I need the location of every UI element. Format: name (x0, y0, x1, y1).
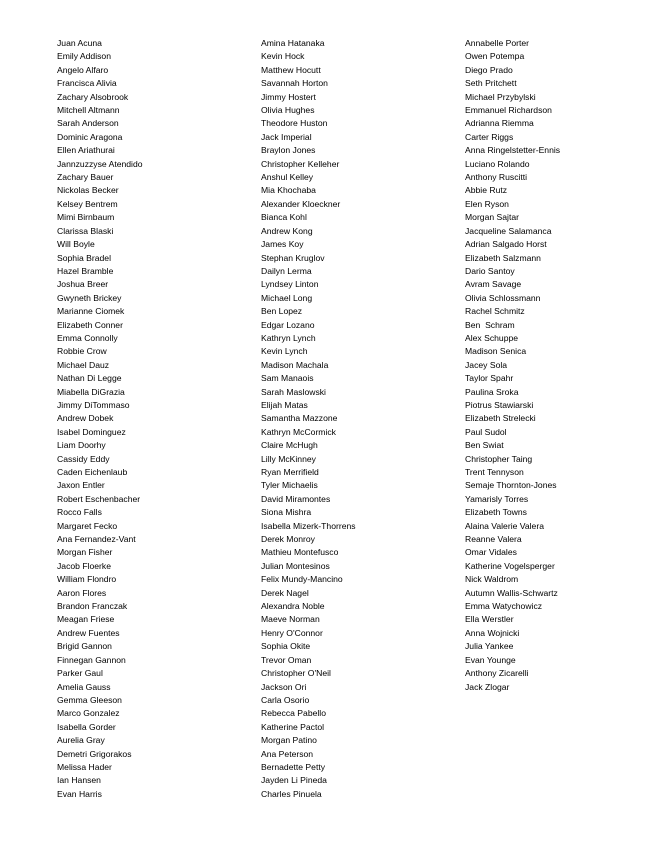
name-entry: Maeve Norman (261, 614, 320, 625)
name-entry: Miabella DiGrazia (57, 386, 125, 397)
name-entry: Nickolas Becker (57, 185, 119, 196)
name-entry: Matthew Hocutt (261, 64, 321, 75)
name-entry: Marianne Ciomek (57, 306, 125, 317)
name-entry: Carla Osorio (261, 694, 310, 705)
name-entry: Finnegan Gannon (57, 654, 126, 665)
name-entry: Avram Savage (465, 279, 522, 290)
name-entry: Morgan Sajtar (465, 212, 519, 223)
name-entry: Liam Doorhy (57, 440, 106, 451)
name-entry: Lilly McKinney (261, 453, 316, 464)
name-entry: Sophia Okite (261, 641, 311, 652)
name-entry: Alexander Kloeckner (261, 198, 341, 209)
name-entry: Alex Schuppe (465, 332, 519, 343)
name-entry: Nathan Di Legge (57, 373, 122, 384)
name-entry: Margaret Fecko (57, 520, 118, 531)
name-entry: Evan Harris (57, 788, 102, 799)
name-entry: Savannah Horton (261, 78, 328, 89)
name-entry: Marco Gonzalez (57, 708, 120, 719)
name-entry: Caden Eichenlaub (57, 467, 128, 477)
name-entry: Brigid Gannon (57, 641, 112, 652)
name-entry: Elizabeth Strelecki (465, 413, 536, 424)
name-entry: Charles Pinuela (261, 788, 322, 799)
name-entry: Tyler Michaelis (261, 480, 318, 491)
name-entry: Christopher Kelleher (261, 158, 340, 169)
name-entry: Anna Ringelstetter-Ennis (465, 145, 561, 156)
name-entry: Dario Santoy (465, 265, 515, 276)
name-entry: Gemma Gleeson (57, 694, 122, 705)
name-entry: Olivia Hughes (261, 105, 315, 116)
name-entry: Alaina Valerie Valera (465, 520, 544, 531)
name-entry: Samantha Mazzone (261, 413, 338, 424)
name-entry: Mitchell Altmann (57, 105, 120, 116)
name-entry: Owen Potempa (465, 51, 525, 62)
name-entry: Sarah Anderson (57, 118, 119, 129)
name-entry: Braylon Jones (261, 145, 316, 156)
name-entry: Jimmy Hostert (261, 91, 316, 102)
name-entry: Michael Przybylski (465, 91, 536, 102)
name-entry: Adrianna Riemma (465, 118, 534, 129)
name-entry: Amina Hatanaka (261, 38, 325, 48)
name-entry: Katherine Pactol (261, 721, 325, 732)
name-entry: Jack Zlogar (465, 681, 510, 692)
name-entry: Alexandra Noble (261, 601, 325, 612)
name-entry: Stephan Kruglov (261, 252, 325, 263)
name-entry: Jimmy DiTommaso (57, 399, 130, 410)
name-entry: Parker Gaul (57, 668, 103, 679)
name-entry: Henry O'Connor (261, 627, 323, 638)
name-entry: Cassidy Eddy (57, 453, 110, 464)
name-entry: Ana Peterson (261, 748, 314, 759)
name-entry: Mathieu Montefusco (261, 547, 339, 558)
name-entry: Melissa Hader (57, 761, 112, 772)
name-entry: Francisca Alivia (57, 78, 117, 89)
name-entry: Emmanuel Richardson (465, 105, 552, 116)
name-entry: Meagan Friese (57, 614, 115, 625)
name-entry: Robert Eschenbacher (57, 493, 141, 504)
name-column-2 (261, 37, 451, 801)
name-entry: Edgar Lozano (261, 319, 315, 330)
name-entry: Rachel Schmitz (465, 306, 525, 317)
name-entry: Juan Acuna (57, 38, 102, 48)
name-entry: Autumn Wallis-Schwartz (465, 587, 558, 598)
name-entry: James Koy (261, 239, 304, 250)
name-entry: William Flondro (57, 574, 117, 585)
name-entry: Elijah Matas (261, 399, 308, 410)
name-entry: Andrew Dobek (57, 413, 114, 424)
name-entry: Elizabeth Conner (57, 319, 123, 330)
name-entry: Kevin Lynch (261, 346, 308, 357)
name-entry: Taylor Spahr (465, 373, 514, 384)
name-entry: Bernadette Petty (261, 761, 326, 772)
name-entry: Ben Swiat (465, 440, 504, 451)
name-entry: Mia Khochaba (261, 185, 316, 196)
name-entry: Bianca Kohl (261, 212, 307, 223)
name-entry: Annabelle Porter (465, 38, 530, 48)
name-entry: Clarissa Blaski (57, 225, 114, 236)
name-entry: Luciano Rolando (465, 158, 530, 169)
name-entry: Kathryn Lynch (261, 332, 316, 343)
name-entry: Semaje Thornton-Jones (465, 480, 557, 491)
name-entry: Ryan Merrifield (261, 467, 319, 477)
name-entry: Siona Mishra (261, 507, 312, 518)
name-entry: Rocco Falls (57, 507, 102, 518)
name-entry: Isabella Mizerk-Thorrens (261, 520, 356, 531)
name-entry: Theodore Huston (261, 118, 328, 129)
name-entry: Paulina Sroka (465, 386, 519, 397)
name-entry: Demetri Grigorakos (57, 748, 132, 759)
name-entry: Yamarisly Torres (465, 493, 529, 504)
name-entry: Lyndsey Linton (261, 279, 319, 290)
name-entry: Abbie Rutz (465, 185, 508, 196)
name-entry: Zachary Alsobrook (57, 91, 129, 102)
name-entry: Trent Tennyson (465, 467, 524, 477)
name-entry: Joshua Breer (57, 279, 109, 290)
name-entry: Jacey Sola (465, 359, 508, 370)
name-entry: Ellen Ariathurai (57, 145, 115, 156)
name-entry: Emily Addison (57, 51, 111, 62)
name-entry: Robbie Crow (57, 346, 107, 357)
name-entry: Adrian Salgado Horst (465, 239, 547, 250)
name-entry: Jackson Ori (261, 681, 307, 692)
name-entry: Emma Connolly (57, 332, 118, 343)
name-entry: Ella Werstler (465, 614, 514, 625)
name-entry: Ana Fernandez-Vant (57, 534, 136, 545)
name-entry: Michael Long (261, 292, 313, 303)
name-column-1 (57, 37, 247, 801)
name-entry: Sam Manaois (261, 373, 314, 384)
name-entry: Reanne Valera (465, 534, 522, 545)
name-entry: Derek Nagel (261, 587, 309, 598)
name-entry: Elen Ryson (465, 198, 509, 209)
name-entry: Paul Sudol (465, 426, 507, 437)
name-entry: Dailyn Lerma (261, 265, 312, 276)
name-entry: Isabel Dominguez (57, 426, 126, 437)
name-entry: Jacob Floerke (57, 560, 111, 571)
name-entry: Ben Schram (465, 319, 515, 330)
name-entry: Hazel Bramble (57, 265, 114, 276)
name-entry: Nick Waldrom (465, 574, 519, 585)
name-entry: Anthony Zicarelli (465, 668, 529, 679)
name-entry: Christopher O'Neil (261, 668, 331, 679)
name-entry: Morgan Fisher (57, 547, 113, 558)
name-entry: Mimi Birnbaum (57, 212, 115, 223)
name-entry: Jannzuzzyse Atendido (57, 158, 143, 169)
name-entry: David Miramontes (261, 493, 331, 504)
name-entry: Dominic Aragona (57, 131, 123, 142)
name-entry: Angelo Alfaro (57, 64, 109, 75)
name-entry: Jaxon Entler (57, 480, 105, 491)
name-entry: Elizabeth Salzmann (465, 252, 541, 263)
name-entry: Kathryn McCormick (261, 426, 336, 437)
name-entry: Jacqueline Salamanca (465, 225, 552, 236)
name-entry: Kevin Hock (261, 51, 305, 62)
name-entry: Jack Imperial (261, 131, 312, 142)
name-entry: Claire McHugh (261, 440, 318, 451)
name-entry: Morgan Patino (261, 735, 317, 746)
name-entry: Zachary Bauer (57, 172, 114, 183)
name-entry: Michael Dauz (57, 359, 110, 370)
name-entry: Andrew Fuentes (57, 627, 120, 638)
name-entry: Christopher Taing (465, 453, 533, 464)
name-entry: Ian Hansen (57, 775, 101, 786)
name-entry: Kelsey Bentrem (57, 198, 118, 209)
name-entry: Trevor Oman (261, 654, 312, 665)
name-column-3 (465, 37, 645, 694)
name-entry: Piotrus Stawiarski (465, 399, 534, 410)
name-entry: Ben Lopez (261, 306, 303, 317)
name-entry: Anshul Kelley (261, 172, 314, 183)
name-entry: Elizabeth Towns (465, 507, 527, 518)
name-entry: Anthony Ruscitti (465, 172, 528, 183)
name-entry: Emma Watychowicz (465, 601, 543, 612)
name-entry: Gwyneth Brickey (57, 292, 122, 303)
name-entry: Diego Prado (465, 64, 513, 75)
name-entry: Felix Mundy-Mancino (261, 574, 343, 585)
name-entry: Isabella Gorder (57, 721, 116, 732)
name-entry: Julian Montesinos (261, 560, 330, 571)
name-entry: Omar Vidales (465, 547, 517, 558)
name-entry: Carter Riggs (465, 131, 514, 142)
name-entry: Katherine Vogelsperger (465, 560, 555, 571)
name-entry: Seth Pritchett (465, 78, 517, 89)
name-entry: Sarah Maslowski (261, 386, 326, 397)
name-entry: Aaron Flores (57, 587, 107, 598)
name-entry: Jayden Li Pineda (261, 775, 327, 786)
name-entry: Madison Senica (465, 346, 527, 357)
name-entry: Brandon Franczak (57, 601, 128, 612)
name-entry: Evan Younge (465, 654, 516, 665)
name-entry: Amelia Gauss (57, 681, 111, 692)
name-entry: Anna Wojnicki (465, 627, 520, 638)
name-entry: Madison Machala (261, 359, 329, 370)
name-entry: Derek Monroy (261, 534, 315, 545)
name-entry: Olivia Schlossmann (465, 292, 541, 303)
name-entry: Sophia Bradel (57, 252, 111, 263)
name-entry: Julia Yankee (465, 641, 514, 652)
name-entry: Will Boyle (57, 239, 95, 250)
name-entry: Andrew Kong (261, 225, 313, 236)
name-entry: Rebecca Pabello (261, 708, 326, 719)
name-entry: Aurelia Gray (57, 735, 105, 746)
